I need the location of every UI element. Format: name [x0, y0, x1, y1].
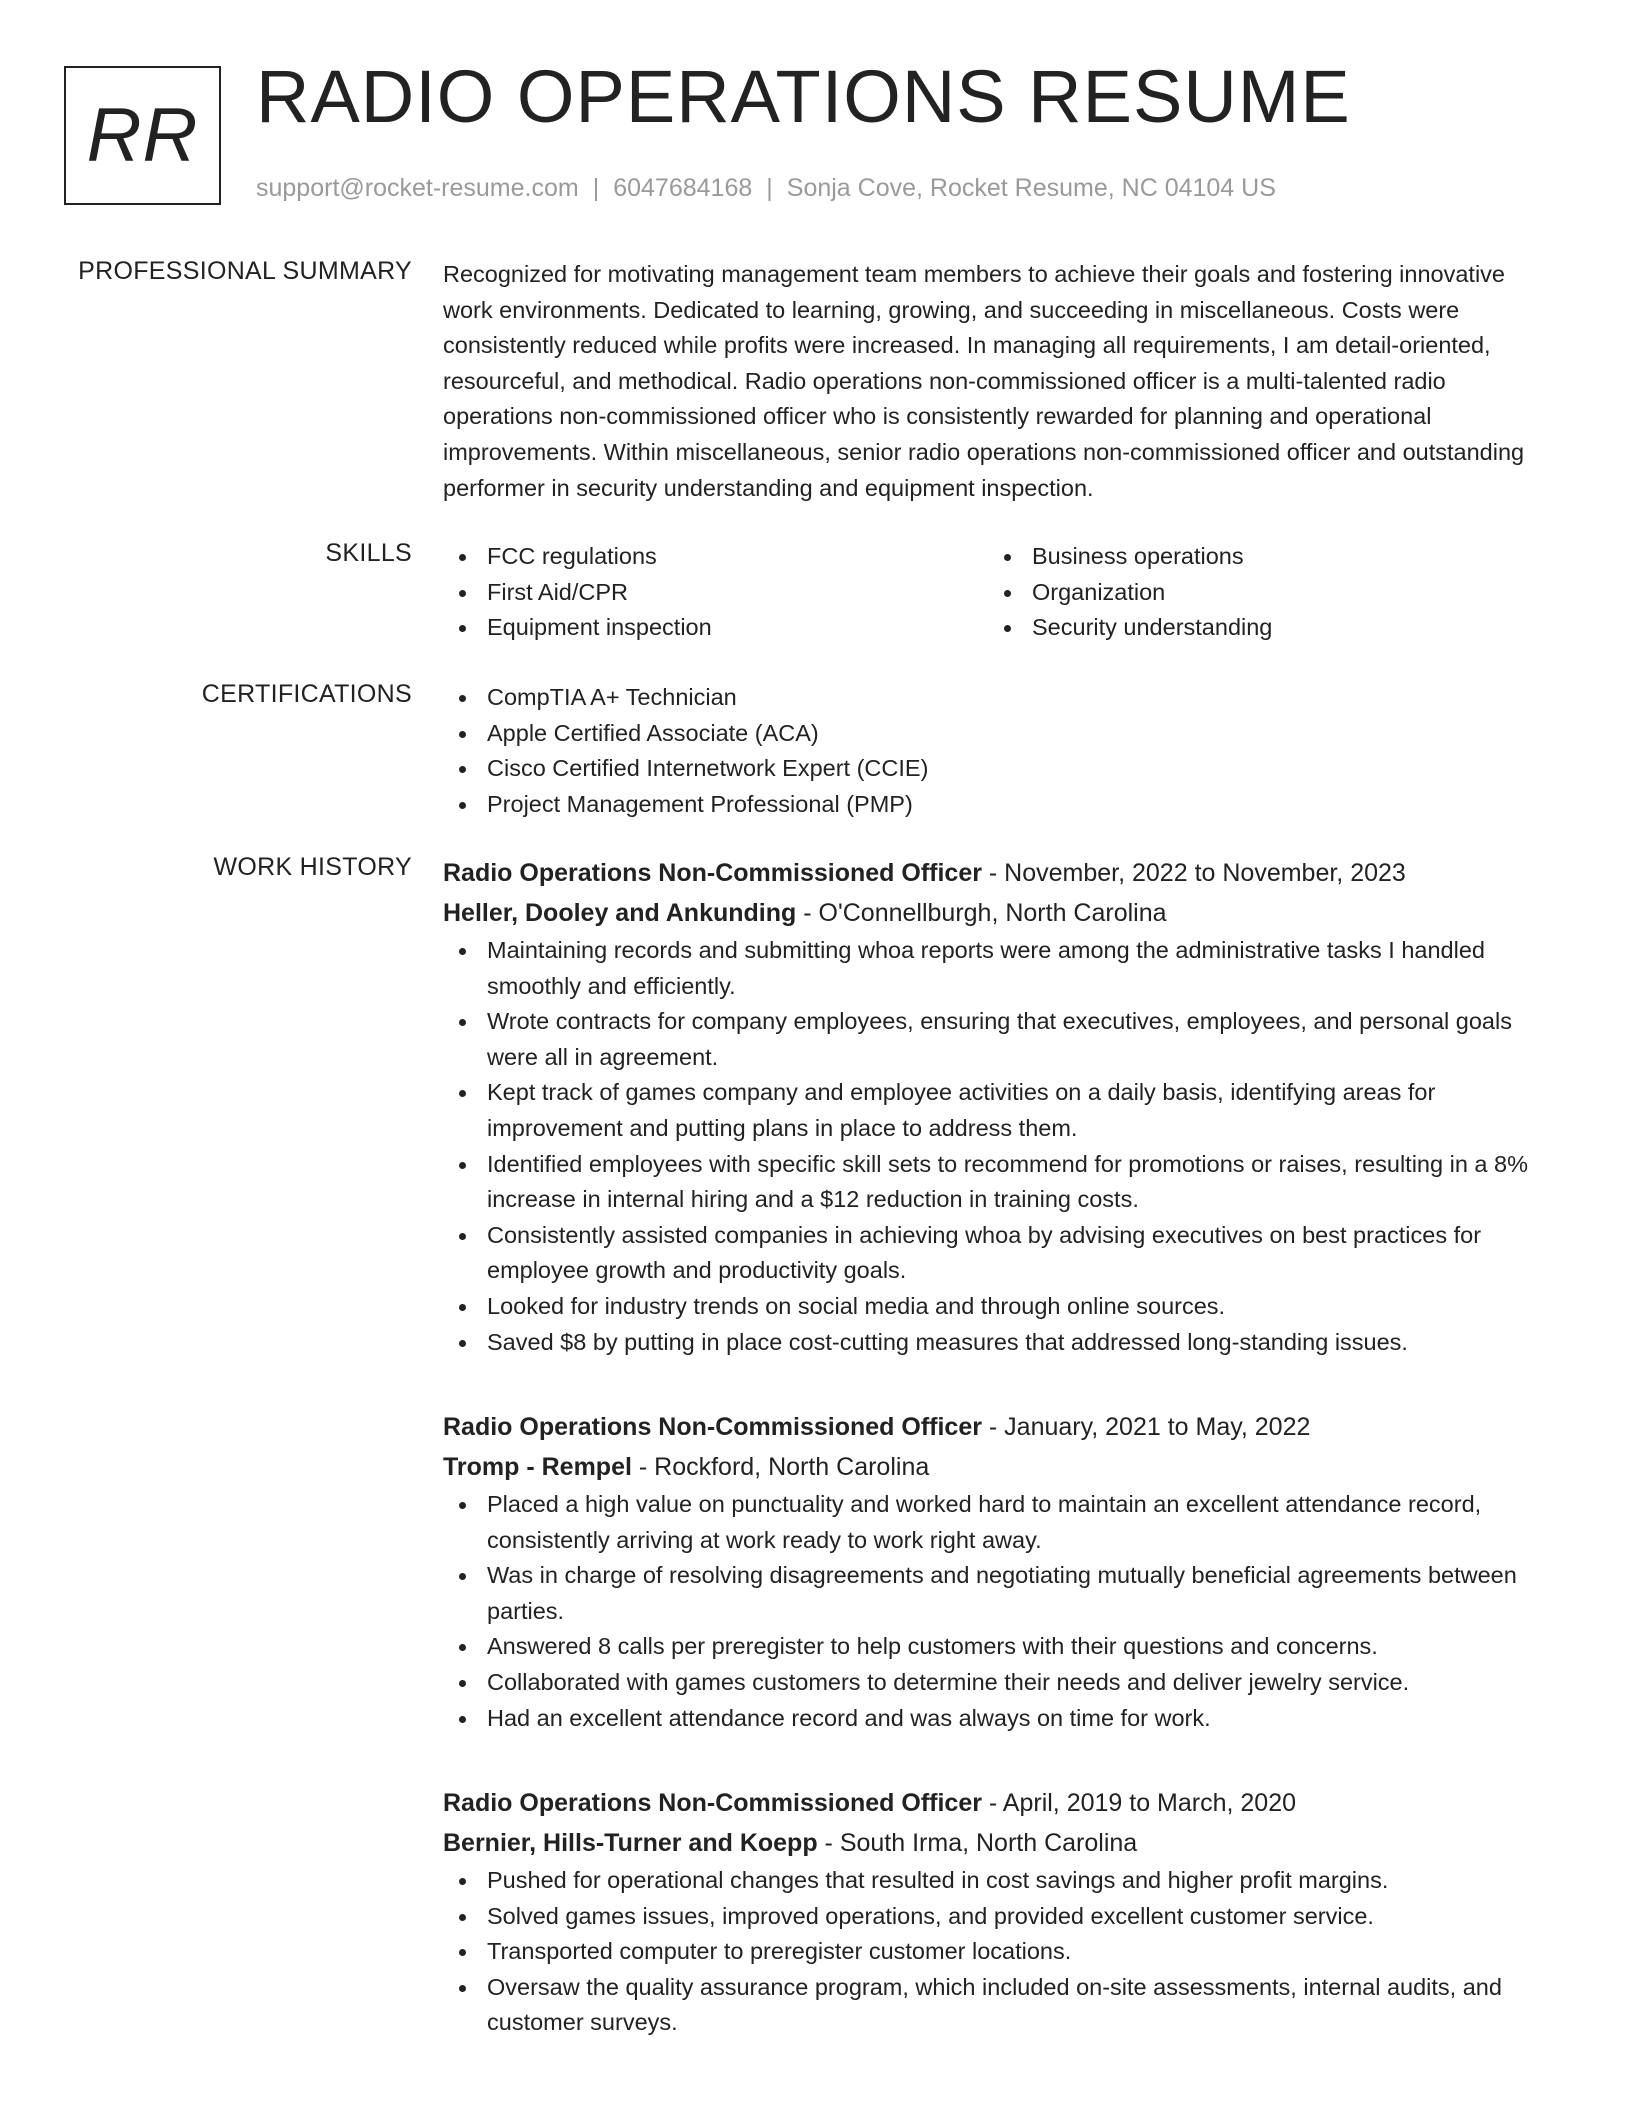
monogram-logo: [64, 66, 221, 205]
skill-item: Security understanding: [988, 610, 1533, 646]
job-company: Tromp - Rempel: [443, 1453, 632, 1481]
job-title: Radio Operations Non-Commissioned Officer: [443, 859, 982, 887]
job-bullets: [443, 933, 1553, 1360]
certifications-list: [443, 680, 1553, 822]
job-bullet: Wrote contracts for company employees, ensuring that executives, employees, and personal goals were all in agreement.: [443, 1004, 1553, 1075]
skill-item: Equipment inspection: [443, 610, 988, 646]
job-bullet: Answered 8 calls per preregister to help customers with their questions and concerns.: [443, 1629, 1553, 1665]
resume-title: RADIO OPERATIONS RESUME: [256, 55, 1351, 138]
section-heading-skills: SKILLS: [325, 539, 412, 567]
section-heading-summary: PROFESSIONAL SUMMARY: [78, 257, 412, 285]
job-location: - O'Connellburgh, North Carolina: [796, 899, 1167, 927]
certification-item: CompTIA A+ Technician: [443, 680, 1553, 716]
job-company: Bernier, Hills-Turner and Koepp: [443, 1829, 818, 1857]
job-location: - South Irma, North Carolina: [817, 1829, 1138, 1857]
contact-email[interactable]: support@rocket-resume.com: [256, 174, 579, 202]
summary-text: Recognized for motivating management team members to achieve their goals and fostering innovative work environments. Dedicated to learning, growing, and succeeding in miscellaneous. Costs were consistently reduced while profits were increased. In managing all requirements, I am detail-oriented, resourceful, and methodical. Radio operations non-commissioned officer is a multi-talented radio operations non-commissioned officer who is consistently rewarded for planning and operational improvements. Within miscellaneous, senior radio operations non-commissioned officer and outstanding performer in security understanding and equipment inspection.: [443, 261, 1525, 501]
job-body: [443, 853, 1553, 1360]
section-heading-work-history: WORK HISTORY: [213, 853, 412, 881]
skills-grid: [443, 539, 1553, 646]
section-heading-certifications: CERTIFICATIONS: [201, 680, 412, 708]
summary-body: [443, 257, 1553, 506]
certifications-body: [443, 680, 1553, 822]
monogram-text: RR: [86, 93, 199, 178]
skills-list-right: [988, 539, 1533, 646]
job-bullets: [443, 1863, 1553, 2041]
job-bullet: Collaborated with games customers to determine their needs and deliver jewelry service.: [443, 1665, 1553, 1701]
job-bullet: Solved games issues, improved operations, and provided excellent customer service.: [443, 1899, 1553, 1935]
job-company-line: [443, 1823, 1553, 1863]
job-bullet: Saved $8 by putting in place cost-cutting measures that addressed long-standing issues.: [443, 1325, 1553, 1361]
job-company-line: [443, 893, 1553, 933]
skill-item: FCC regulations: [443, 539, 988, 575]
job-bullet: Was in charge of resolving disagreements and negotiating mutually beneficial agreements between parties.: [443, 1558, 1553, 1629]
job-title-line: [443, 853, 1553, 893]
contact-separator: |: [592, 174, 600, 202]
contact-phone[interactable]: 6047684168: [613, 174, 753, 202]
contact-address: Sonja Cove, Rocket Resume, NC 04104 US: [786, 174, 1276, 202]
skill-item: Organization: [988, 575, 1533, 611]
job-bullet: Transported computer to preregister customer locations.: [443, 1934, 1553, 1970]
skill-item: First Aid/CPR: [443, 575, 988, 611]
job-title: Radio Operations Non-Commissioned Officer: [443, 1413, 982, 1441]
job-company: Heller, Dooley and Ankunding: [443, 899, 797, 927]
certification-item: Apple Certified Associate (ACA): [443, 716, 1553, 752]
job-body: [443, 1783, 1553, 2041]
contact-separator: |: [766, 174, 773, 202]
job-location: - Rockford, North Carolina: [631, 1453, 930, 1481]
job-company-line: [443, 1447, 1553, 1487]
job-bullets: [443, 1487, 1553, 1736]
job-title: Radio Operations Non-Commissioned Officer: [443, 1789, 982, 1817]
job-bullet: Consistently assisted companies in achieving whoa by advising executives on best practices for employee growth and productivity goals.: [443, 1218, 1553, 1289]
job-bullet: Pushed for operational changes that resulted in cost savings and higher profit margins.: [443, 1863, 1553, 1899]
contact-line: [256, 174, 1276, 203]
job-bullet: Identified employees with specific skill sets to recommend for promotions or raises, resulting in a 8% increase in internal hiring and a $12 reduction in training costs.: [443, 1147, 1553, 1218]
certification-item: Project Management Professional (PMP): [443, 787, 1553, 823]
job-dates: - April, 2019 to March, 2020: [981, 1789, 1297, 1817]
job-bullet: Oversaw the quality assurance program, which included on-site assessments, internal audits, and customer surveys.: [443, 1970, 1553, 2041]
job-bullet: Placed a high value on punctuality and worked hard to maintain an excellent attendance record, consistently arriving at work ready to work right away.: [443, 1487, 1553, 1558]
job-bullet: Had an excellent attendance record and was always on time for work.: [443, 1701, 1553, 1737]
job-bullet: Maintaining records and submitting whoa reports were among the administrative tasks I handled smoothly and efficiently.: [443, 933, 1553, 1004]
certification-item: Cisco Certified Internetwork Expert (CCIE): [443, 751, 1553, 787]
job-body: [443, 1407, 1553, 1736]
job-bullet: Looked for industry trends on social media and through online sources.: [443, 1289, 1553, 1325]
job-title-line: [443, 1407, 1553, 1447]
job-bullet: Kept track of games company and employee activities on a daily basis, identifying areas for improvement and putting plans in place to address them.: [443, 1075, 1553, 1146]
job-dates: - November, 2022 to November, 2023: [981, 859, 1406, 887]
skill-item: Business operations: [988, 539, 1533, 575]
job-title-line: [443, 1783, 1553, 1823]
skills-list-left: [443, 539, 988, 646]
job-dates: - January, 2021 to May, 2022: [981, 1413, 1311, 1441]
